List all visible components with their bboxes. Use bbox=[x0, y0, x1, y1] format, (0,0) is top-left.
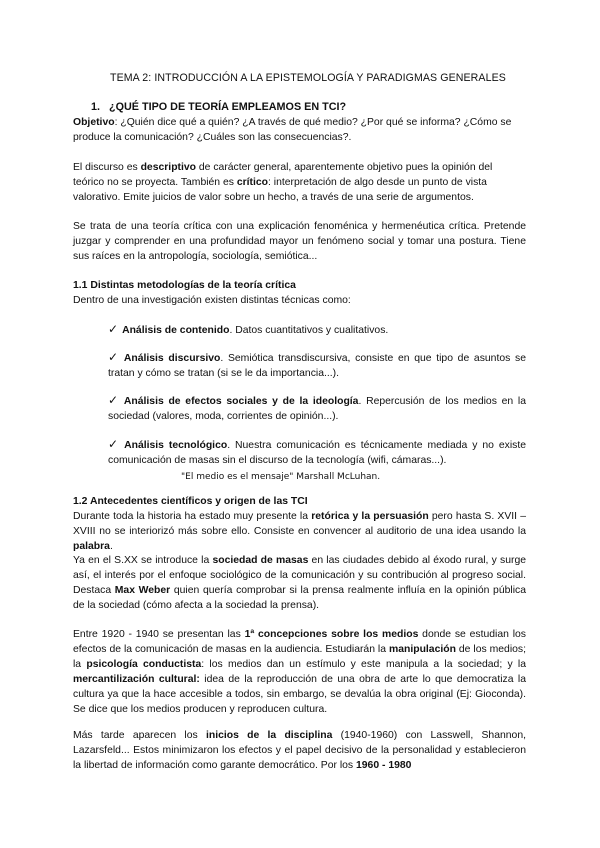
subsection-heading-1-1: 1.1 Distintas metodologías de la teoría crítica bbox=[73, 280, 296, 291]
text-run: donde se estudian los efectos de la comunicación de masas en la audiencia. Estudiarán la bbox=[73, 629, 526, 655]
page-title: TEMA 2: INTRODUCCIÓN A LA EPISTEMOLOGÍA Y PARADIGMAS GENERALES bbox=[110, 72, 506, 84]
check-icon: ✓ bbox=[108, 393, 120, 407]
text-run: Ya en el S.XX se introduce la bbox=[73, 555, 213, 566]
bold-term: psicología conductista bbox=[86, 659, 202, 670]
text-run: Más tarde aparecen los bbox=[73, 730, 206, 741]
text-run: : interpretación de algo desde un punto de vista valorativo. Emite juicios de valor sobre un hecho, a través de una serie de argumentos. bbox=[73, 177, 487, 203]
mcluhan-quote: "El medio es el mensaje" Marshall McLuhan. bbox=[181, 472, 381, 482]
bold-term: inicios de la disciplina bbox=[205, 730, 333, 741]
objetivo-text: : ¿Quién dice qué a quién? ¿A través de qué medio? ¿Por qué se informa? ¿Cómo se produce la comunicación? ¿Cuáles son las consecuencias?. bbox=[73, 117, 512, 143]
text-run: idea de la reproducción de una obra de arte lo que democratiza la cultura ya que la hace accesible a todos, sin embargo, se devalúa la obra original (Ej: Gioconda). Se dice que los medios producen y reproducen cultura. bbox=[73, 674, 526, 715]
concepciones-paragraph bbox=[73, 627, 526, 717]
list-item bbox=[108, 437, 526, 468]
bold-term: sociedad de masas bbox=[212, 555, 309, 566]
text-run: de carácter general, aparentemente objetivo pues la opinión del teórico no se proyecta. También es bbox=[73, 162, 493, 188]
bold-term: crítico bbox=[236, 177, 269, 188]
text-run: Durante toda la historia ha estado muy presente la bbox=[73, 511, 312, 522]
check-icon: ✓ bbox=[108, 437, 121, 451]
text-run: Entre 1920 - 1940 se presentan las bbox=[73, 629, 245, 640]
text-run: . bbox=[109, 541, 113, 552]
text-run: . Semiótica transdiscursiva, consiste en que tipo de asuntos se tratan y cómo se tratan (si se le da importancia...). bbox=[108, 353, 526, 379]
list-item bbox=[108, 322, 526, 338]
list-item bbox=[108, 350, 526, 381]
text-run: en las ciudades debido al éxodo rural, y surge así, el interés por el enfoque sociológico de la comunicación y su contribución al progreso social. Destaca bbox=[73, 555, 527, 596]
check-icon: ✓ bbox=[108, 350, 120, 364]
bold-term: descriptivo bbox=[140, 162, 197, 173]
text-run: . Datos cuantitativos y cualitativos. bbox=[229, 325, 389, 336]
retorica-paragraph bbox=[73, 509, 526, 554]
text-run: El discurso es bbox=[73, 162, 141, 173]
text-run: quien quería comprobar si la prensa realmente influía en la opinión pública de la sociedad (cómo afecta a la sociedad la prensa). bbox=[73, 585, 526, 611]
bold-term: Análisis de contenido bbox=[122, 325, 230, 336]
bold-term: manipulación bbox=[388, 644, 456, 655]
metodologias-intro: Dentro de una investigación existen distintas técnicas como: bbox=[73, 295, 351, 306]
bold-term: Análisis tecnológico bbox=[124, 440, 228, 451]
text-run: pero hasta S. XVII – XVIII no se interiorizó más sobre ello. Consiste en convencer al auditorio de una idea usando la bbox=[73, 511, 526, 537]
teoria-paragraph: Se trata de una teoría crítica con una explicación fenoménica y hermenéutica crítica. Pretende juzgar y comprender en una profundidad mayor un fenómeno social y tomar una postura. Tiene sus raíces en la antropología, sociología, semiótica... bbox=[73, 221, 526, 262]
text-run: . Repercusión de los medios en la sociedad (valores, moda, corrientes de opinión...). bbox=[108, 396, 526, 422]
text-run: : los medios dan un estímulo y este manipula a la sociedad; y la bbox=[201, 659, 526, 670]
subsection-heading-1-2: 1.2 Antecedentes científicos y origen de las TCI bbox=[73, 496, 308, 507]
bold-term: palabra bbox=[73, 541, 110, 552]
bold-term: Análisis de efectos sociales y de la ideología bbox=[123, 396, 359, 407]
check-icon: ✓ bbox=[108, 322, 119, 336]
disciplina-paragraph bbox=[73, 728, 526, 773]
bold-term: Max Weber bbox=[114, 585, 171, 596]
sociedad-masas-paragraph bbox=[73, 553, 526, 613]
section-heading-1 bbox=[91, 100, 346, 115]
list-item bbox=[108, 393, 526, 424]
bold-term: mercantilización cultural: bbox=[73, 674, 200, 685]
objetivo-paragraph bbox=[73, 115, 526, 145]
objetivo-label: Objetivo bbox=[73, 117, 115, 128]
section-heading-text: ¿QUÉ TIPO DE TEORÍA EMPLEAMOS EN TCI? bbox=[109, 101, 347, 113]
text-run: (1940-1960) con Lasswell, Shannon, Lazarsfeld... Estos minimizaron los efectos y el papel decisivo de la personalidad y establecieron la libertad de información como garante democrático. Por los bbox=[73, 730, 526, 771]
bold-term: 1ª concepciones sobre los medios bbox=[244, 629, 419, 640]
section-number: 1. bbox=[91, 101, 101, 113]
discurso-paragraph bbox=[73, 160, 526, 205]
text-run: de los medios; la bbox=[73, 644, 526, 670]
bold-term: Análisis discursivo bbox=[123, 353, 221, 364]
text-run: . Nuestra comunicación es técnicamente mediada y no existe comunicación de masas sin el discurso de la tecnología (wifi, cámaras...). bbox=[108, 440, 526, 466]
bold-term: retórica y la persuasión bbox=[311, 511, 429, 522]
bold-term: 1960 - 1980 bbox=[356, 760, 412, 771]
